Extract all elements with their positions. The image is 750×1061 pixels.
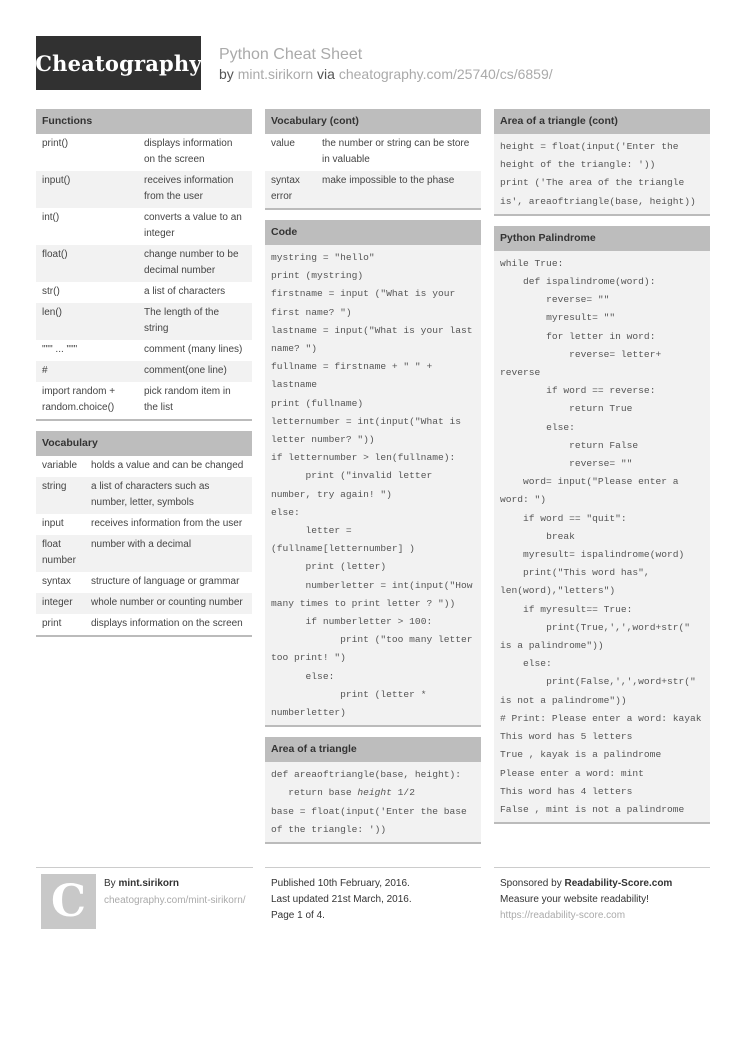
definition: structure of language or grammar (91, 576, 240, 587)
code-line: while True: (500, 257, 564, 269)
definition: holds a value and can be changed (91, 460, 244, 471)
definition: comment(one line) (144, 365, 227, 376)
code-line: break (500, 530, 575, 542)
term: len() (42, 307, 63, 318)
code-line: if myresult== True: (500, 603, 633, 615)
code-line (271, 784, 475, 802)
code-line: print ('The area of the triangle is', areaoftriangle(base, height)) (500, 177, 696, 207)
code-fragment: 1/2 (391, 787, 415, 799)
column-1 (36, 109, 252, 647)
footer-by: By (104, 878, 119, 889)
sheet-title: Python Cheat Sheet (219, 46, 363, 63)
vocabulary-cont-title: Vocabulary (cont) (265, 109, 481, 134)
code-title: Code (265, 220, 481, 245)
code-line: else: (500, 421, 575, 433)
code-line: if numberletter > 100: (271, 616, 433, 628)
definition: comment (many lines) (144, 344, 243, 355)
published-date: Published 10th February, 2016. (271, 878, 410, 889)
code-line: height = float(input('Enter the height of the triangle: ')) (500, 141, 685, 171)
area-triangle-cont-code (494, 134, 710, 214)
area-triangle-cont-title: Area of a triangle (cont) (494, 109, 710, 134)
term: int() (42, 212, 60, 223)
footer-sponsor (500, 876, 672, 924)
table-row (36, 245, 252, 282)
code-line: return True (500, 403, 633, 415)
code-line: lastname = input("What is your last name? ") (271, 324, 479, 355)
definition: pick random item in the list (144, 386, 231, 413)
code-line: return False (500, 439, 639, 451)
code-line: print ("invalid letter number, try again! ") (271, 470, 438, 500)
table-row (36, 456, 252, 477)
code-line: letter = (fullname[letternumber] ) (271, 525, 415, 555)
table-row (36, 477, 252, 514)
code-line: myresult= ispalindrome(word) (500, 549, 685, 561)
column-2 (265, 109, 481, 854)
footer-divider (265, 867, 481, 868)
code-line: reverse= letter+ reverse (500, 348, 667, 379)
code-line: letternumber = int(input("What is letter number? ")) (271, 415, 467, 446)
vocabulary-cont-box (265, 109, 481, 210)
code-line: Please enter a word: mint (500, 767, 644, 779)
code-line: # Print: Please enter a word: kayak (500, 712, 702, 724)
vocabulary-table (36, 456, 252, 635)
definition: converts a value to an integer (144, 212, 242, 239)
definition: receives information from the user (91, 518, 243, 529)
term: import random + random.choice() (42, 386, 116, 413)
palindrome-title: Python Palindrome (494, 226, 710, 251)
code-box (265, 220, 481, 727)
term: print (42, 618, 62, 629)
table-row (36, 340, 252, 361)
table-row (36, 535, 252, 572)
term: string (42, 481, 67, 492)
term: syntax (42, 576, 71, 587)
definition: the number or string can be store in valuable (322, 138, 470, 165)
area-triangle-box (265, 737, 481, 844)
code-line: if letternumber > len(fullname): (271, 452, 456, 464)
byline-via: via (313, 66, 339, 82)
definition: change number to be decimal number (144, 249, 239, 276)
code-line: print (letter) (271, 561, 387, 573)
code-line: word= input("Please enter a word: ") (500, 476, 685, 506)
code-line: False , mint is not a palindrome (500, 803, 685, 815)
sponsor-link[interactable]: Readability-Score.com (564, 878, 673, 889)
code-line: if word == "quit": (500, 512, 627, 524)
sponsor-url[interactable]: https://readability-score.com (500, 910, 626, 921)
code-line: This word has 4 letters (500, 785, 633, 797)
table-row (36, 614, 252, 635)
byline (219, 66, 553, 82)
code-line: firstname = input ("What is your first name? ") (271, 288, 461, 318)
footer-author (104, 876, 246, 909)
definition: displays information on the screen (91, 618, 243, 629)
code-line: print("This word has", len(word),"letters") (500, 567, 656, 597)
author-avatar[interactable]: C (41, 874, 96, 929)
palindrome-box (494, 226, 710, 824)
definition: a list of characters (144, 286, 226, 297)
table-row (36, 171, 252, 208)
definition: make impossible to the phase (322, 175, 455, 186)
table-row (36, 282, 252, 303)
functions-title: Functions (36, 109, 252, 134)
code-line: print ("too many letter too print! ") (271, 634, 479, 664)
definition: receives information from the user (144, 175, 234, 202)
footer-divider (36, 867, 253, 868)
code-line: else: (271, 506, 300, 518)
functions-table (36, 134, 252, 419)
code-line: myresult= "" (500, 312, 616, 324)
sponsor-prefix: Sponsored by (500, 878, 565, 889)
code-line: base = float(input('Enter the base of the triangle: ')) (271, 805, 473, 835)
code-block (265, 245, 481, 725)
code-italic-fragment: height (357, 787, 392, 799)
code-line: This word has 5 letters (500, 731, 633, 743)
code-line: print (fullname) (271, 397, 364, 409)
table-row (36, 361, 252, 382)
cheatography-logo[interactable]: Cheatography (36, 36, 201, 90)
footer-divider (494, 867, 710, 868)
table-row (36, 134, 252, 171)
table-row (36, 382, 252, 419)
footer-author-link[interactable]: mint.sirikorn (118, 878, 180, 889)
vocabulary-cont-table (265, 134, 481, 208)
table-row (36, 208, 252, 245)
code-line: def areaoftriangle(base, height): (271, 769, 461, 781)
code-line: if word == reverse: (500, 385, 656, 397)
table-row (265, 171, 481, 208)
sheet-url-link[interactable]: cheatography.com/25740/cs/6859/ (338, 66, 553, 82)
footer-author-url[interactable]: cheatography.com/mint-sirikorn/ (104, 895, 246, 906)
code-line: else: (271, 670, 335, 682)
definition: a list of characters such as number, letter, symbols (91, 481, 210, 508)
term: variable (42, 460, 78, 471)
code-line: print (letter * numberletter) (271, 688, 433, 719)
footer-author-line (104, 876, 246, 892)
area-triangle-code (265, 762, 481, 842)
code-line: reverse= "" (500, 294, 610, 306)
code-line: else: (500, 658, 552, 670)
author-link[interactable]: mint.sirikorn (237, 66, 314, 82)
vocabulary-box (36, 431, 252, 637)
vocabulary-title: Vocabulary (36, 431, 252, 456)
table-row (36, 303, 252, 340)
code-line: print(False,',',word+str(" is not a palindrome")) (500, 676, 702, 706)
term: value (271, 138, 295, 149)
code-line: print (mystring) (271, 270, 364, 282)
definition: displays information on the screen (144, 138, 233, 165)
table-row (265, 134, 481, 171)
palindrome-code (494, 251, 710, 822)
term: """ ... """ (42, 344, 78, 355)
sponsor-tagline: Measure your website readability! (500, 894, 649, 905)
term: # (42, 365, 48, 376)
term: input() (42, 175, 71, 186)
code-line: fullname = firstname + " " + lastname (271, 361, 438, 391)
code-line: for letter in word: (500, 330, 656, 342)
area-triangle-title: Area of a triangle (265, 737, 481, 762)
term: print() (42, 138, 69, 149)
code-line: numberletter = int(input("How many times to print letter ? ")) (271, 579, 479, 609)
table-row (36, 572, 252, 593)
term: integer (42, 597, 73, 608)
byline-by: by (219, 66, 238, 82)
definition: The length of the string (144, 307, 220, 334)
table-row (36, 514, 252, 535)
code-line: reverse= "" (500, 458, 633, 470)
code-line: def ispalindrome(word): (500, 276, 656, 288)
page-number: Page 1 of 4. (271, 910, 325, 921)
term: str() (42, 286, 60, 297)
code-fragment: return base (271, 787, 358, 799)
footer-dates (271, 876, 412, 924)
functions-box (36, 109, 252, 421)
column-3 (494, 109, 710, 834)
term: input (42, 518, 64, 529)
code-line: mystring = "hello" (271, 252, 375, 263)
term: float() (42, 249, 68, 260)
definition: number with a decimal (91, 539, 192, 550)
code-line: True , kayak is a palindrome (500, 749, 662, 761)
code-line: print(True,',',word+str(" is a palindrome")) (500, 621, 696, 652)
term: syntax error (271, 175, 300, 202)
updated-date: Last updated 21st March, 2016. (271, 894, 412, 905)
term: float number (42, 539, 76, 566)
sponsor-line (500, 876, 672, 892)
table-row (36, 593, 252, 614)
area-triangle-cont-box (494, 109, 710, 216)
definition: whole number or counting number (91, 597, 243, 608)
